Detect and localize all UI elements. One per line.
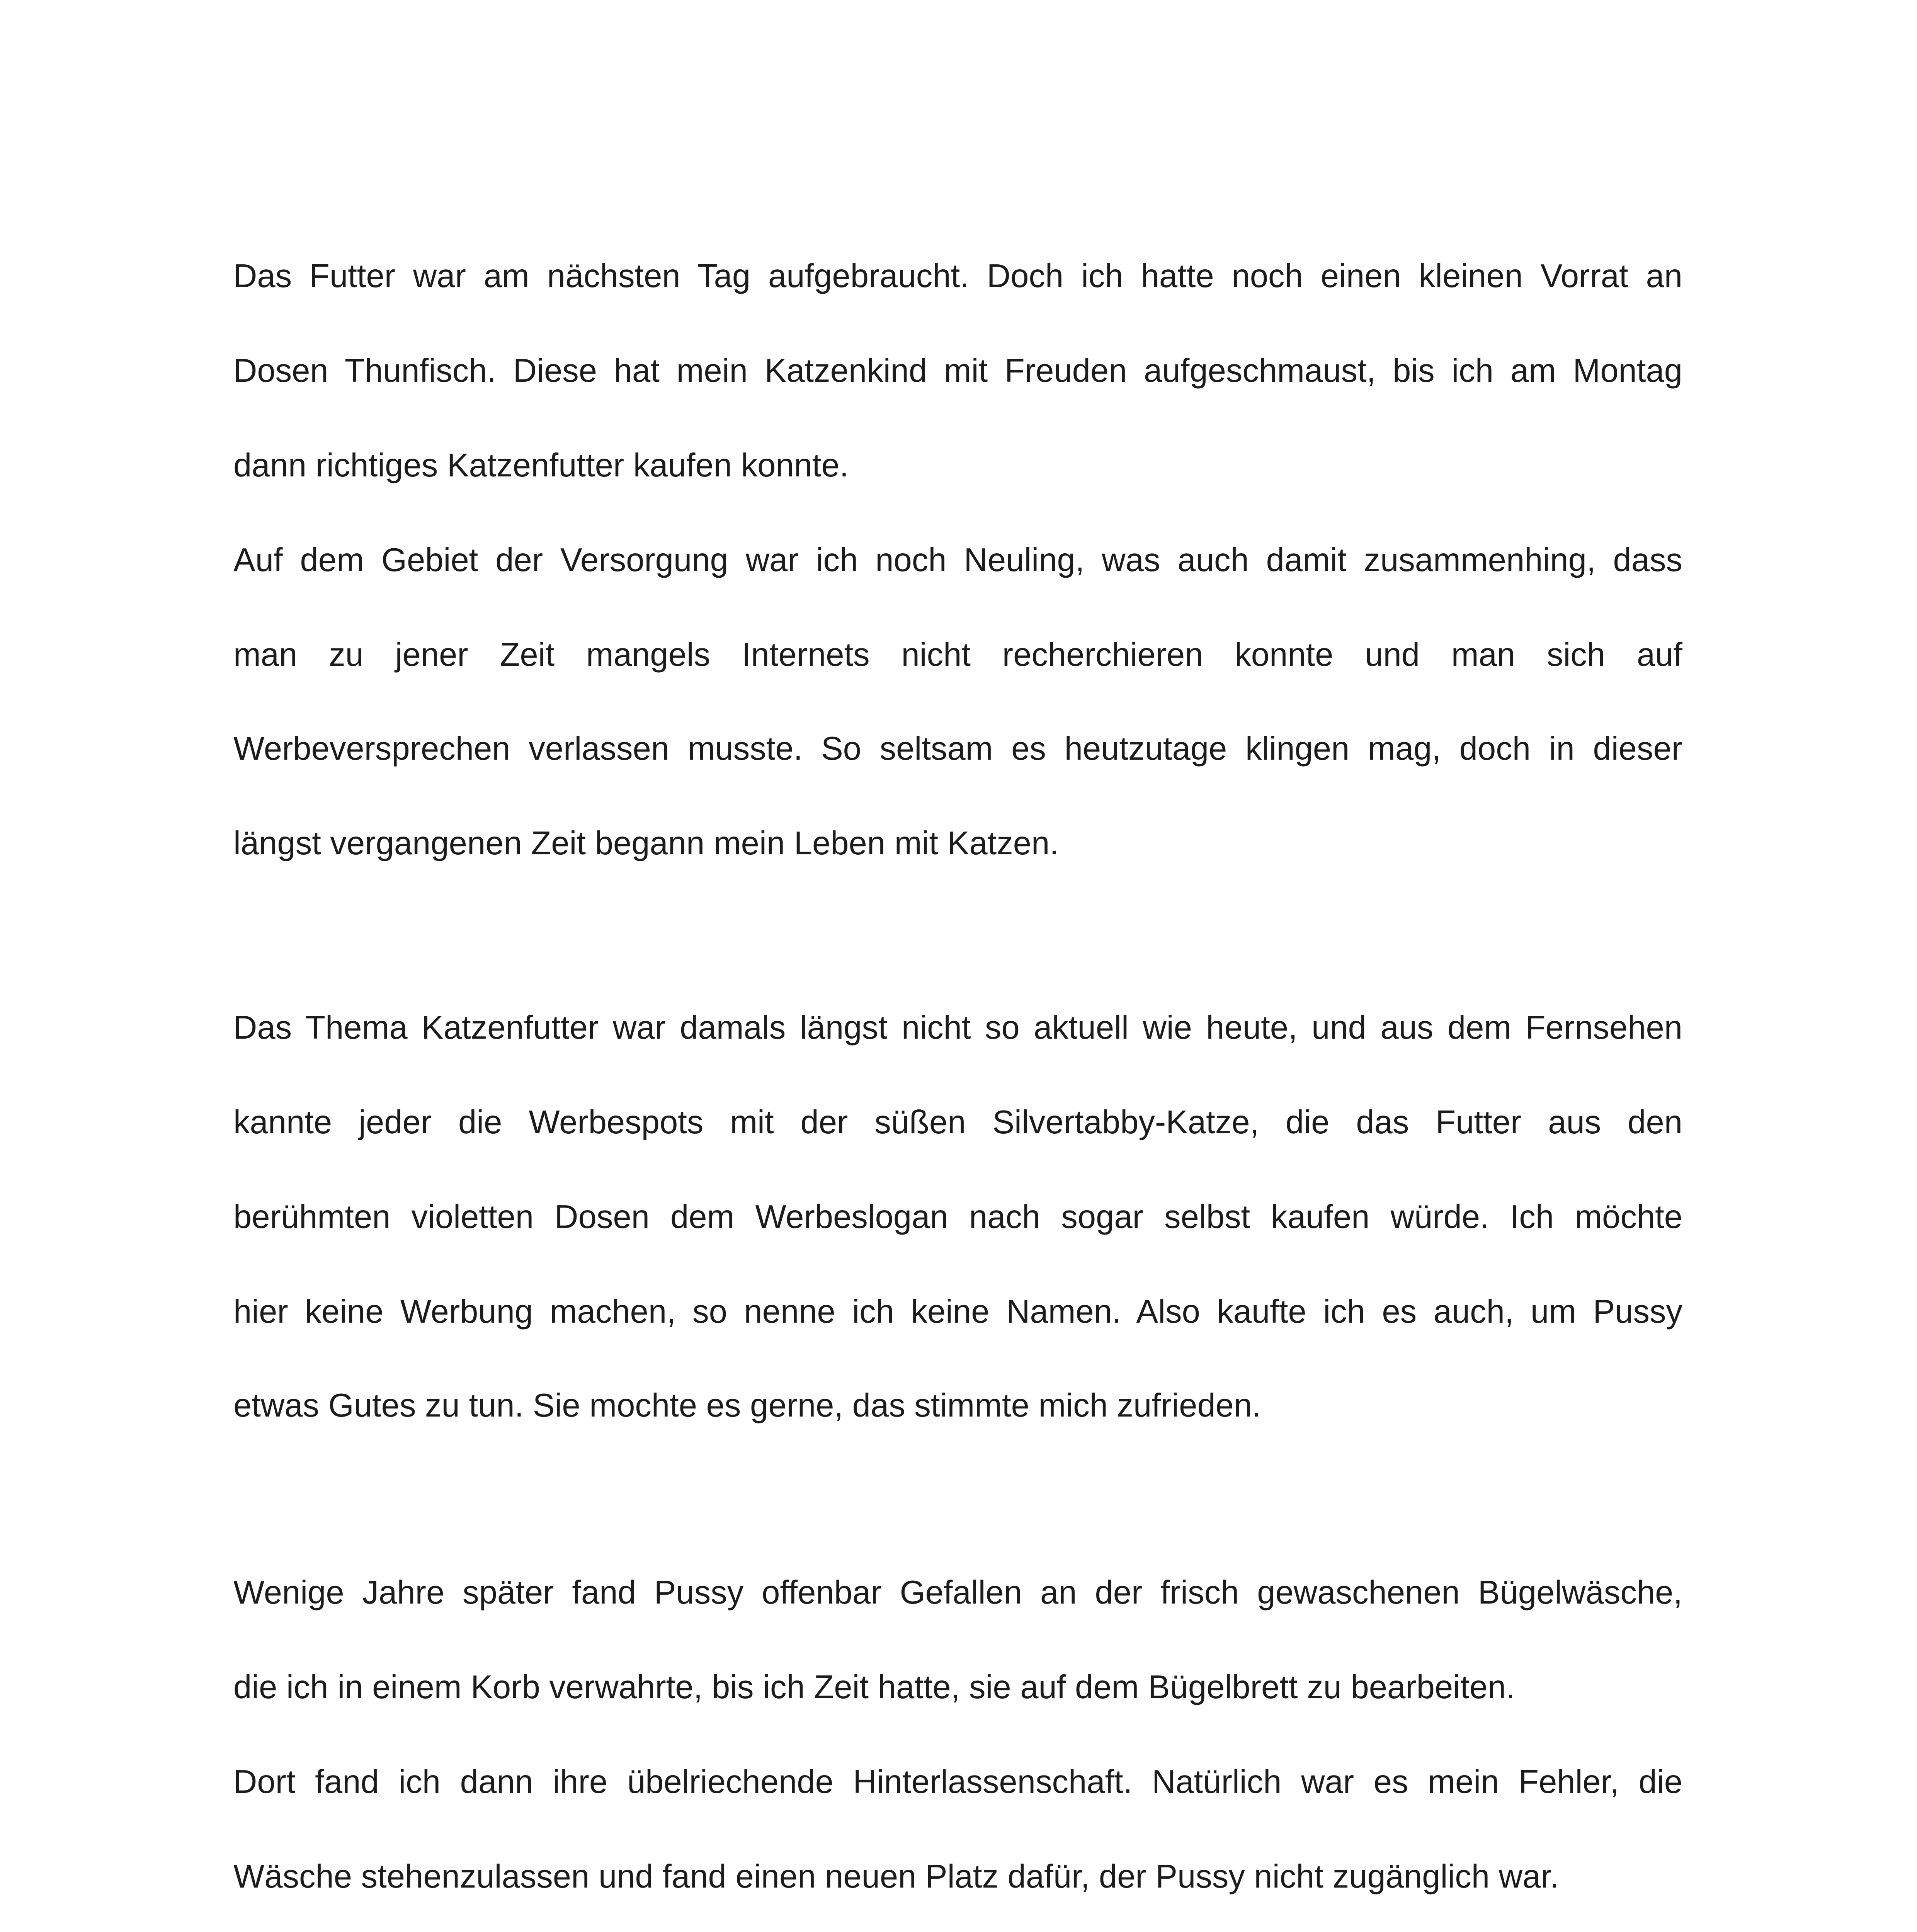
text-line: Werbeversprechen verlassen musste. So seltsam es heutzutage klingen mag, doch in dieser <box>233 730 1682 767</box>
text-line: Dort fand ich dann ihre übelriechende Hinterlassenschaft. Natürlich war es mein Fehler, die <box>233 1764 1682 1800</box>
text-line: dann richtiges Katzenfutter kaufen konnte. <box>233 447 849 484</box>
text-line: Wenige Jahre später fand Pussy offenbar Gefallen an der frisch gewaschenen Bügelwäsche, <box>233 1574 1682 1611</box>
text-line: Wäsche stehenzulassen und fand einen neuen Platz dafür, der Pussy nicht zugänglich war. <box>233 1858 1559 1895</box>
text-line: Das Thema Katzenfutter war damals längst nicht so aktuell wie heute, und aus dem Fernsehen <box>233 1009 1682 1046</box>
text-line: Auf dem Gebiet der Versorgung war ich noch Neuling, was auch damit zusammenhing, dass <box>233 542 1682 578</box>
text-line: kannte jeder die Werbespots mit der süßen Silvertabby-Katze, die das Futter aus den <box>233 1104 1682 1141</box>
text-line: berühmten violetten Dosen dem Werbeslogan nach sogar selbst kaufen würde. Ich möchte <box>233 1199 1682 1235</box>
text-line: Das Futter war am nächsten Tag aufgebraucht. Doch ich hatte noch einen kleinen Vorrat an <box>233 258 1682 294</box>
text-line: die ich in einem Korb verwahrte, bis ich Zeit hatte, sie auf dem Bügelbrett zu bearbeiten. <box>233 1669 1515 1706</box>
text-line: man zu jener Zeit mangels Internets nicht recherchieren konnte und man sich auf <box>233 636 1682 673</box>
text-line: Dosen Thunfisch. Diese hat mein Katzenkind mit Freuden aufgeschmaust, bis ich am Montag <box>233 352 1682 389</box>
text-line: etwas Gutes zu tun. Sie mochte es gerne, das stimmte mich zufrieden. <box>233 1387 1261 1424</box>
text-line: hier keine Werbung machen, so nenne ich keine Namen. Also kaufte ich es auch, um Pussy <box>233 1293 1682 1330</box>
text-line: längst vergangenen Zeit begann mein Leben mit Katzen. <box>233 825 1059 862</box>
